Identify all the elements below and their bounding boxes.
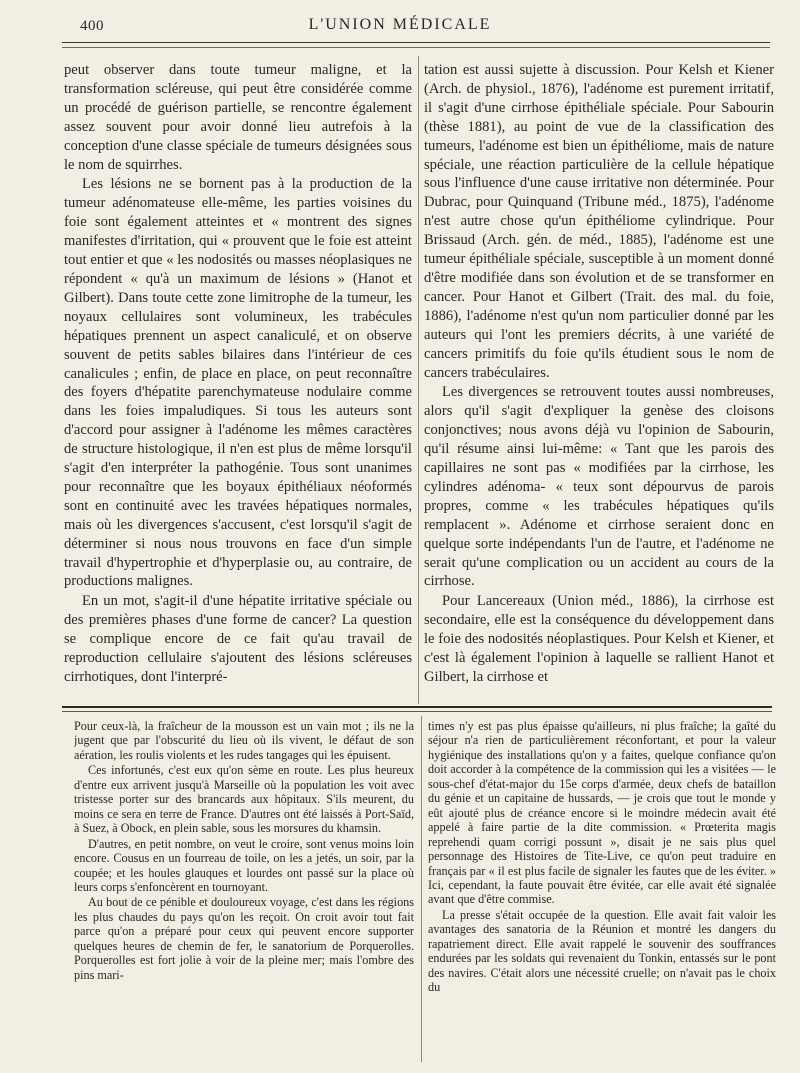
header-rule-thin xyxy=(62,47,770,48)
journal-title: L'UNION MÉDICALE xyxy=(308,16,492,33)
column-divider xyxy=(418,56,419,704)
article-paragraph: Les divergences se retrouvent toutes aussi nombreuses, alors qu'il s'agit d'expliquer la genèse des cloisons conjonctives; nous avons déjà vu l'opinion de Sabourin, qu'il résume ainsi lui-même: « Tant que les parois des capillaires ne sont pas « modifiées par la cirrhose, les cylindres adénoma- « teux sont dépourvus de parois propres, comme « les trabécules hépatiques qu'ils remplacent ». Adénome et cirrhose seraient donc en quelque sorte indépendants l'un de l'autre, et l'adénome ne serait qu'une complication ou un accident au cours de la cirrhose. xyxy=(424,384,774,590)
header-rule xyxy=(62,42,770,43)
feuilleton-paragraph: D'autres, en petit nombre, on veut le croire, sont venus moins loin encore. Cousus en un fourreau de toile, on les a jetés, un soir, par la coupée; et les houles glauques et lourdes ont passé sur la place où leurs corps s'enfoncèrent en tournoyant. xyxy=(74,836,414,894)
article-right-column xyxy=(424,61,774,703)
article-paragraph: Les lésions ne se bornent pas à la production de la tumeur adénomateuse elle-même, les parties voisines du foie sont également atteintes et « montrent des signes manifestes d'irritation, qui « prouvent que le foie est atteint tout entier et que « les nodosités ou masses néoplasiques ne répondent « qu'à un maximum de lésions » (Hanot et Gilbert). Dans toute cette zone limitrophe de la tumeur, les noyaux cellulaires sont volumineux, les trabécules hépatiques prennent un aspect canaliculé, et on observe souvent de petits sables bilaires dans l'intérieur de ces canalicules ; enfin, de place en place, on peut reconnaître des foyers d'hépatite parenchymateuse nodulaire comme dans les foies impaludiques. Si tous les auteurs sont d'accord pour assigner à l'adénome les mêmes caractères de structure histologique, il n'en est plus de même lorsqu'il s'agit d'en interpréter la pathogénie. Tous sont unanimes pour reconnaître que les boyaux épithéliaux néoformés sont en continuité avec les travées hépatiques normales, mais où les divergences s'accusent, c'est lorsqu'il s'agit de déterminer si nous nous trouvons en face d'un simple travail d'hypertrophie et d'hyperplasie ou, au contraire, de productions malignes. xyxy=(64,176,412,590)
feuilleton-paragraph: Ces infortunés, c'est eux qu'on sème en route. Les plus heureux d'entre eux arrivent jusqu'à Marseille où la population les voit avec tristesse porter sur des brancards aux hôpitaux. S'ils meurent, du moins ce sera en terre de France. D'autres ont été laissés à Port-Saïd, à Suez, à Obock, en plein sable, sous les morsures du khamsin. xyxy=(74,763,414,836)
article-paragraph: En un mot, s'agit-il d'une hépatite irritative spéciale ou des premières phases d'une forme de cancer? La question se complique encore de ce fait qu'au travail de reproduction cellulaire s'ajoutent des lésions scléreuses cirrhotiques, dont l'interpré- xyxy=(64,593,412,685)
feuilleton-left-column xyxy=(74,719,414,1059)
page-number: 400 xyxy=(80,18,104,34)
feuilleton-rule-thin xyxy=(62,711,772,712)
article-paragraph: tation est aussi sujette à discussion. Pour Kelsh et Kiener (Arch. de physiol., 1876), l'adénome est purement irritatif, il s'agit d'une cirrhose épithéliale spéciale. Pour Sabourin (thèse 1881), au point de vue de la classification des tumeurs, l'adénome est bien un épithéliome, mais de nature spéciale, une réaction particulière de la cellule hépatique sous l'influence d'une cause irritative non déterminée. Pour Dubrac, pour Quinquand (Tribune méd., 1875), l'adénome n'est autre chose qu'un épithéliome cylindrique. Pour Brissaud (Arch. gén. de méd., 1885), l'adénome est une tumeur épithéliale spéciale, susceptible à un moment donné d'être modifiée dans son évolution et de se transformer en cancer. Pour Hanot et Gilbert (Trait. des mal. du foie, 1886), l'adénome n'est qu'un nom particulier donné par les auteurs qui l'ont les premiers décrits, à une variété de cancers primitifs du foie qu'ils étudient sous le nom de cancers trabéculaires. xyxy=(424,62,774,381)
feuilleton-paragraph: times n'y est pas plus épaisse qu'ailleurs, ni plus fraîche; la gaîté du séjour n'a rien de particulièrement réconfortant, et pour la valeur hygiénique des installations qu'on y a faites, quelque confiance qu'on doit accorder à la compétence de la commission qui les a visitées — le sous-chef d'état-major du 15e corps d'armée, deux chefs de bataillon du génie et un capitaine de hussards, — je crois que tout le monde y eût ajouté plus de créance encore si le moindre médecin avait été appelé à faire partie de la dite commission. « Prœterita magis reprehendi quam corrigi possunt », disait je ne sais plus quel personnage des Histoires de Tite-Live, ce qu'on peut traduire en français par « il est plus facile de signaler les fautes que de les éviter. » Ici, cependant, la faute pouvait être évitée, car elle avait été signalée avant que d'être commise. xyxy=(428,719,776,907)
feuilleton-paragraph: Au bout de ce pénible et douloureux voyage, c'est dans les régions les plus chaudes du pays qu'on les reçoit. On croit avoir tout fait parce qu'on a préparé pour ceux qui peuvent encore supporter quelques heures de chemin de fer, le sanatorium de Porquerolles. Porquerolles est fort jolie à voir de la pleine mer; mais l'ombre des pins mari- xyxy=(74,895,414,982)
feuilleton-rule xyxy=(62,706,772,708)
feuilleton-right-column xyxy=(428,719,776,1059)
article-paragraph: Pour Lancereaux (Union méd., 1886), la cirrhose est secondaire, elle est la conséquence du développement dans le foie des nodosités néoplastiques. Pour Kelsh et Kiener, et c'est là également l'opinion à laquelle se rallient Hanot et Gilbert, la cirrhose et xyxy=(424,593,774,685)
feuilleton-paragraph: Pour ceux-là, la fraîcheur de la mousson est un vain mot ; ils ne la jugent que par l'obscurité du lieu où ils vivent, le défaut de son aération, les roulis violents et les rudes tangages qui les épuisent. xyxy=(74,719,414,762)
article-left-column xyxy=(64,61,412,703)
article-paragraph: peut observer dans toute tumeur maligne, et la transformation scléreuse, qui peut être considérée comme un procédé de guérison partielle, se rencontre également assez souvent pour avoir donné lieu autrefois à la conception d'une classe spéciale de tumeurs désignées sous le nom de squirrhes. xyxy=(64,62,412,173)
feuilleton-paragraph: La presse s'était occupée de la question. Elle avait fait valoir les avantages des sanatoria de la Réunion et montré les dangers du rapatriement direct. Elle avait rappelé le souvenir des souffrances endurées par les soldats qui revenaient du Tonkin, entassés sur le pont des navires. C'était alors une nécessité cruelle; on n'avait pas le choix du xyxy=(428,907,776,995)
column-divider-lower xyxy=(421,716,422,1062)
